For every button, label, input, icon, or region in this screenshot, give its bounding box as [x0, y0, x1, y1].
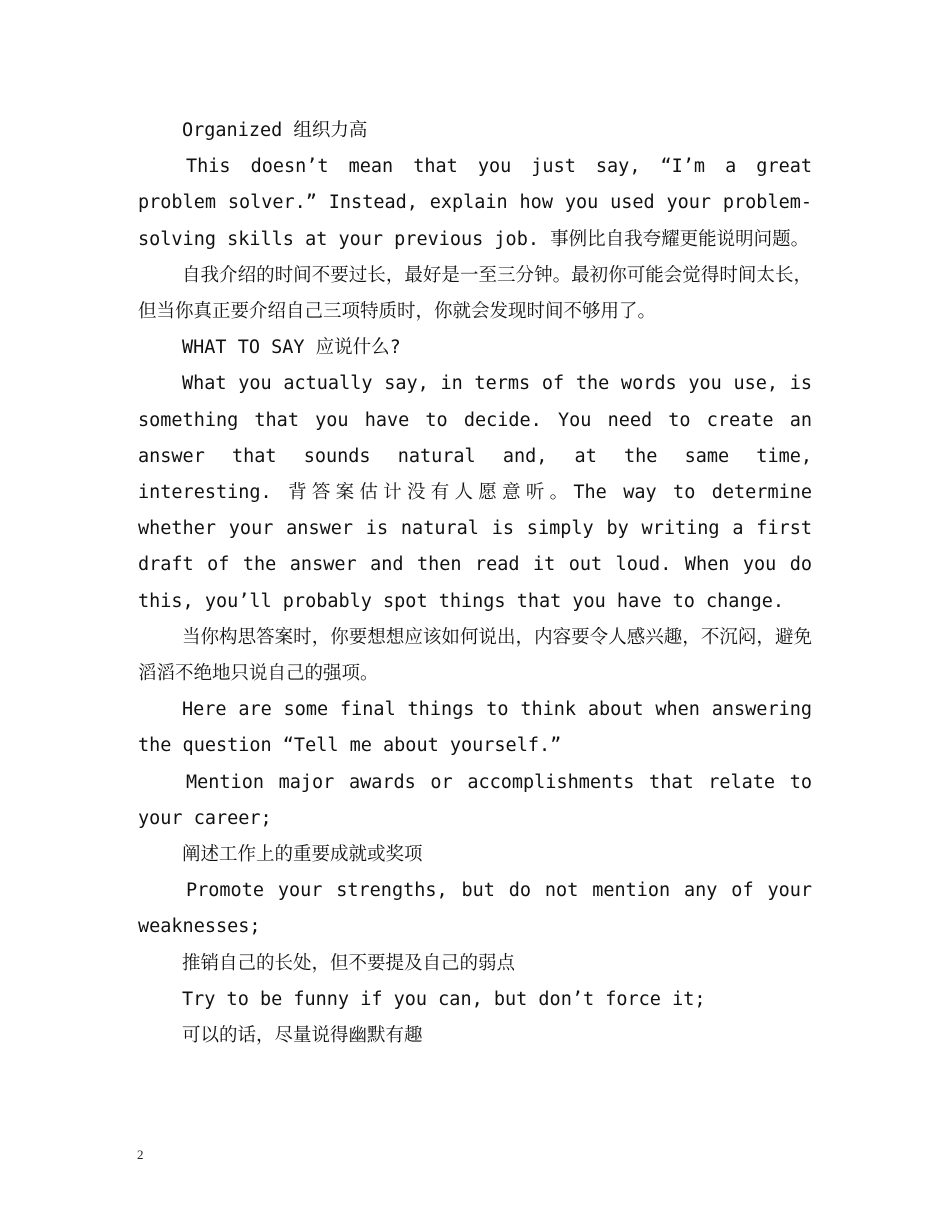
heading-what-to-say: WHAT TO SAY 应说什么? — [182, 337, 401, 359]
paragraph-problem-solver: This doesn’t mean that you just say, “I’m a great problem solver.” Instead, explain how you used your problem-solving skills at your previous job. 事例比自我夸耀更能说明问题。 — [138, 156, 812, 250]
list-item-funny-zh: 可以的话，尽量说得幽默有趣 — [182, 1025, 423, 1047]
heading-organized: Organized 组织力高 — [182, 120, 368, 141]
list-item-awards-zh: 阐述工作上的重要成就或奖项 — [182, 844, 423, 866]
paragraph-intro-length: 自我介绍的时间不要过长，最好是一至三分钟。最初你可能会觉得时间太长，但当你真正要介绍自己三项特质时，你就会发现时间不够用了。 — [138, 264, 812, 323]
document-body — [138, 113, 812, 1054]
list-item-awards: Mention major awards or accomplishments that relate to your career; — [138, 771, 812, 829]
paragraph-compose-answer: 当你构思答案时，你要想想应该如何说出，内容要令人感兴趣，不沉闷，避免滔滔不绝地只说自己的强项。 — [138, 626, 812, 685]
paragraph-final-things: Here are some final things to think about when answering the question “Tell me about yourself.” — [138, 699, 812, 757]
page-number: 2 — [137, 1147, 144, 1162]
paragraph-what-you-say: What you actually say, in terms of the words you use, is something that you have to decide. You need to create an answer that sounds natural and, at the same time, interesting. 背答案估计没有人愿意听。The way to determine whether your answer is natural is simply by writing a first draft of the answer and then read it out loud. When you do this, you’ll probably spot things that you have to change. — [138, 373, 812, 612]
list-item-strengths: Promote your strengths, but do not mention any of your weaknesses; — [138, 880, 812, 938]
list-item-strengths-zh: 推销自己的长处，但不要提及自己的弱点 — [182, 952, 516, 974]
list-item-funny: Try to be funny if you can, but don’t force it; — [182, 988, 706, 1010]
